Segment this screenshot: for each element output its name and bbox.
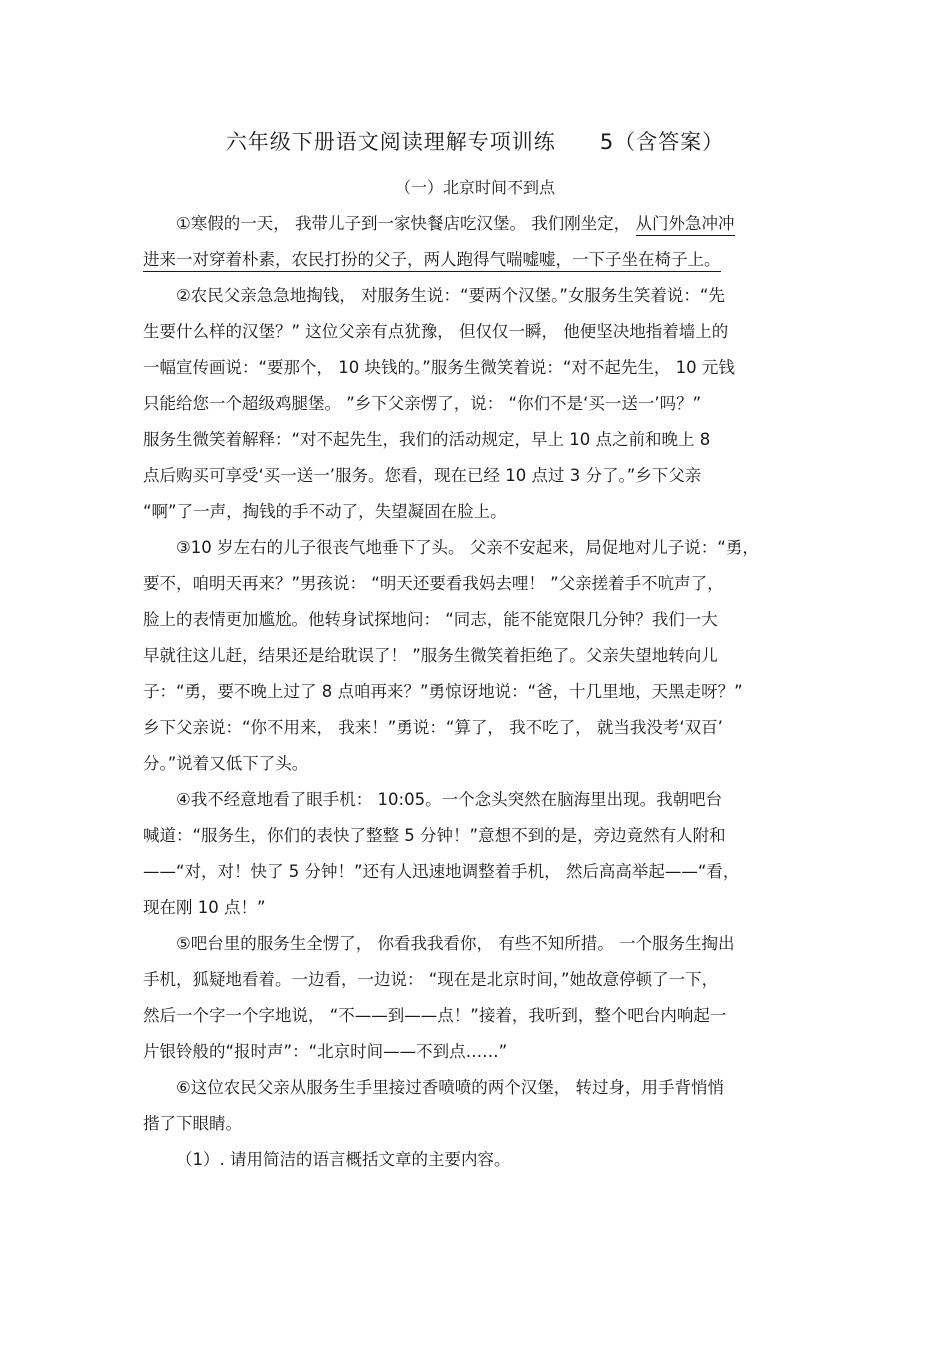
- paragraph-4: [143, 782, 809, 926]
- paragraph-line: 子：“勇，要不晚上过了 8 点咱再来？”勇惊讶地说：“爸，十几里地，天黑走呀？”: [143, 682, 743, 701]
- paragraph-line: 分。”说着又低下了头。: [143, 754, 309, 773]
- paragraph-line: 脸上的表情更加尴尬。他转身试探地问： “同志，能不能宽限几分钟？我们一大: [143, 610, 718, 629]
- paragraph-line: ②农民父亲急急地掏钱， 对服务生说：“要两个汉堡。”女服务生笑着说：“先: [176, 286, 725, 305]
- paragraph-1: [143, 206, 809, 278]
- paragraph-line: [143, 206, 809, 242]
- paragraph-line: 生要什么样的汉堡？” 这位父亲有点犹豫， 但仅仅一瞬， 他便坚决地指着墙上的: [143, 322, 729, 341]
- paragraph-line: 只能给您一个超级鸡腿堡。 ”乡下父亲愣了，说： “你们不是‘买一送一’吗？”: [143, 394, 702, 413]
- paragraph-6: [143, 1070, 809, 1142]
- paragraph-text: ①寒假的一天， 我带儿子到一家快餐店吃汉堡。 我们刚坐定，: [176, 214, 631, 233]
- underlined-text: 从门外急冲冲: [636, 214, 735, 236]
- paragraph-line: [143, 242, 809, 278]
- paragraph-line: 乡下父亲说：“你不用来， 我来！”勇说：“算了， 我不吃了， 就当我没考‘双百’: [143, 718, 723, 737]
- paragraph-line: 手机，狐疑地看着。一边看，一边说： “现在是北京时间，”她故意停顿了一下，: [143, 970, 719, 989]
- paragraph-3: [143, 530, 809, 782]
- paragraph-line: 然后一个字一个字地说， “不——到——点！”接着，我听到，整个吧台内响起一: [143, 1006, 727, 1025]
- question-1: [143, 1142, 809, 1178]
- paragraph-line: “啊”了一声，掏钱的手不动了，失望凝固在脸上。: [143, 502, 507, 521]
- paragraph-line: ③10 岁左右的儿子很丧气地垂下了头。 父亲不安起来，局促地对儿子说：“勇，: [176, 538, 759, 557]
- paragraph-line: ④我不经意地看了眼手机： 10:05。一个念头突然在脑海里出现。我朝吧台: [176, 790, 723, 809]
- question-text: （1）. 请用简洁的语言概括文章的主要内容。: [176, 1150, 511, 1169]
- title-number: 5（含答案）: [599, 130, 725, 154]
- document-title: [0, 126, 950, 156]
- paragraph-line: ——“对，对！快了 5 分钟！”还有人迅速地调整着手机， 然后高高举起——“看，: [143, 862, 740, 881]
- paragraph-line: 片银铃般的“报时声”：“北京时间——不到点……”: [143, 1042, 508, 1061]
- paragraph-line: 现在刚 10 点！”: [143, 898, 266, 917]
- passage-title: （一）北京时间不到点: [394, 178, 555, 197]
- paragraph-2: [143, 278, 809, 530]
- paragraph-line: 一幅宣传画说：“要那个， 10 块钱的。”服务生微笑着说：“对不起先生， 10 元钱: [143, 358, 735, 377]
- paragraph-line: 揩了下眼睛。: [143, 1114, 242, 1133]
- paragraph-5: [143, 926, 809, 1070]
- paragraph-line: ⑤吧台里的服务生全愣了， 你看我我看你， 有些不知所措。 一个服务生掏出: [176, 934, 735, 953]
- paragraph-line: 要不，咱明天再来？”男孩说： “明天还要看我妈去哩！ ”父亲搓着手不吭声了，: [143, 574, 724, 593]
- paragraph-line: 喊道：“服务生，你们的表快了整整 5 分钟！”意想不到的是，旁边竟然有人附和: [143, 826, 726, 845]
- paragraph-line: ⑥这位农民父亲从服务生手里接过香喷喷的两个汉堡， 转过身，用手背悄悄: [176, 1078, 725, 1097]
- paragraph-line: 早就往这儿赶，结果还是给耽误了！ ”服务生微笑着拒绝了。父亲失望地转向儿: [143, 646, 718, 665]
- passage-body: [143, 206, 809, 1178]
- underlined-text: 进来一对穿着朴素，农民打扮的父子，两人跑得气喘嘘嘘，一下子坐在椅子上。: [143, 250, 721, 272]
- paragraph-line: 服务生微笑着解释：“对不起先生，我们的活动规定，早上 10 点之前和晚上 8: [143, 430, 711, 449]
- paragraph-line: 点后购买可享受‘买一送一’服务。您看，现在已经 10 点过 3 分了。”乡下父亲: [143, 466, 702, 485]
- title-main: 六年级下册语文阅读理解专项训练: [225, 130, 556, 154]
